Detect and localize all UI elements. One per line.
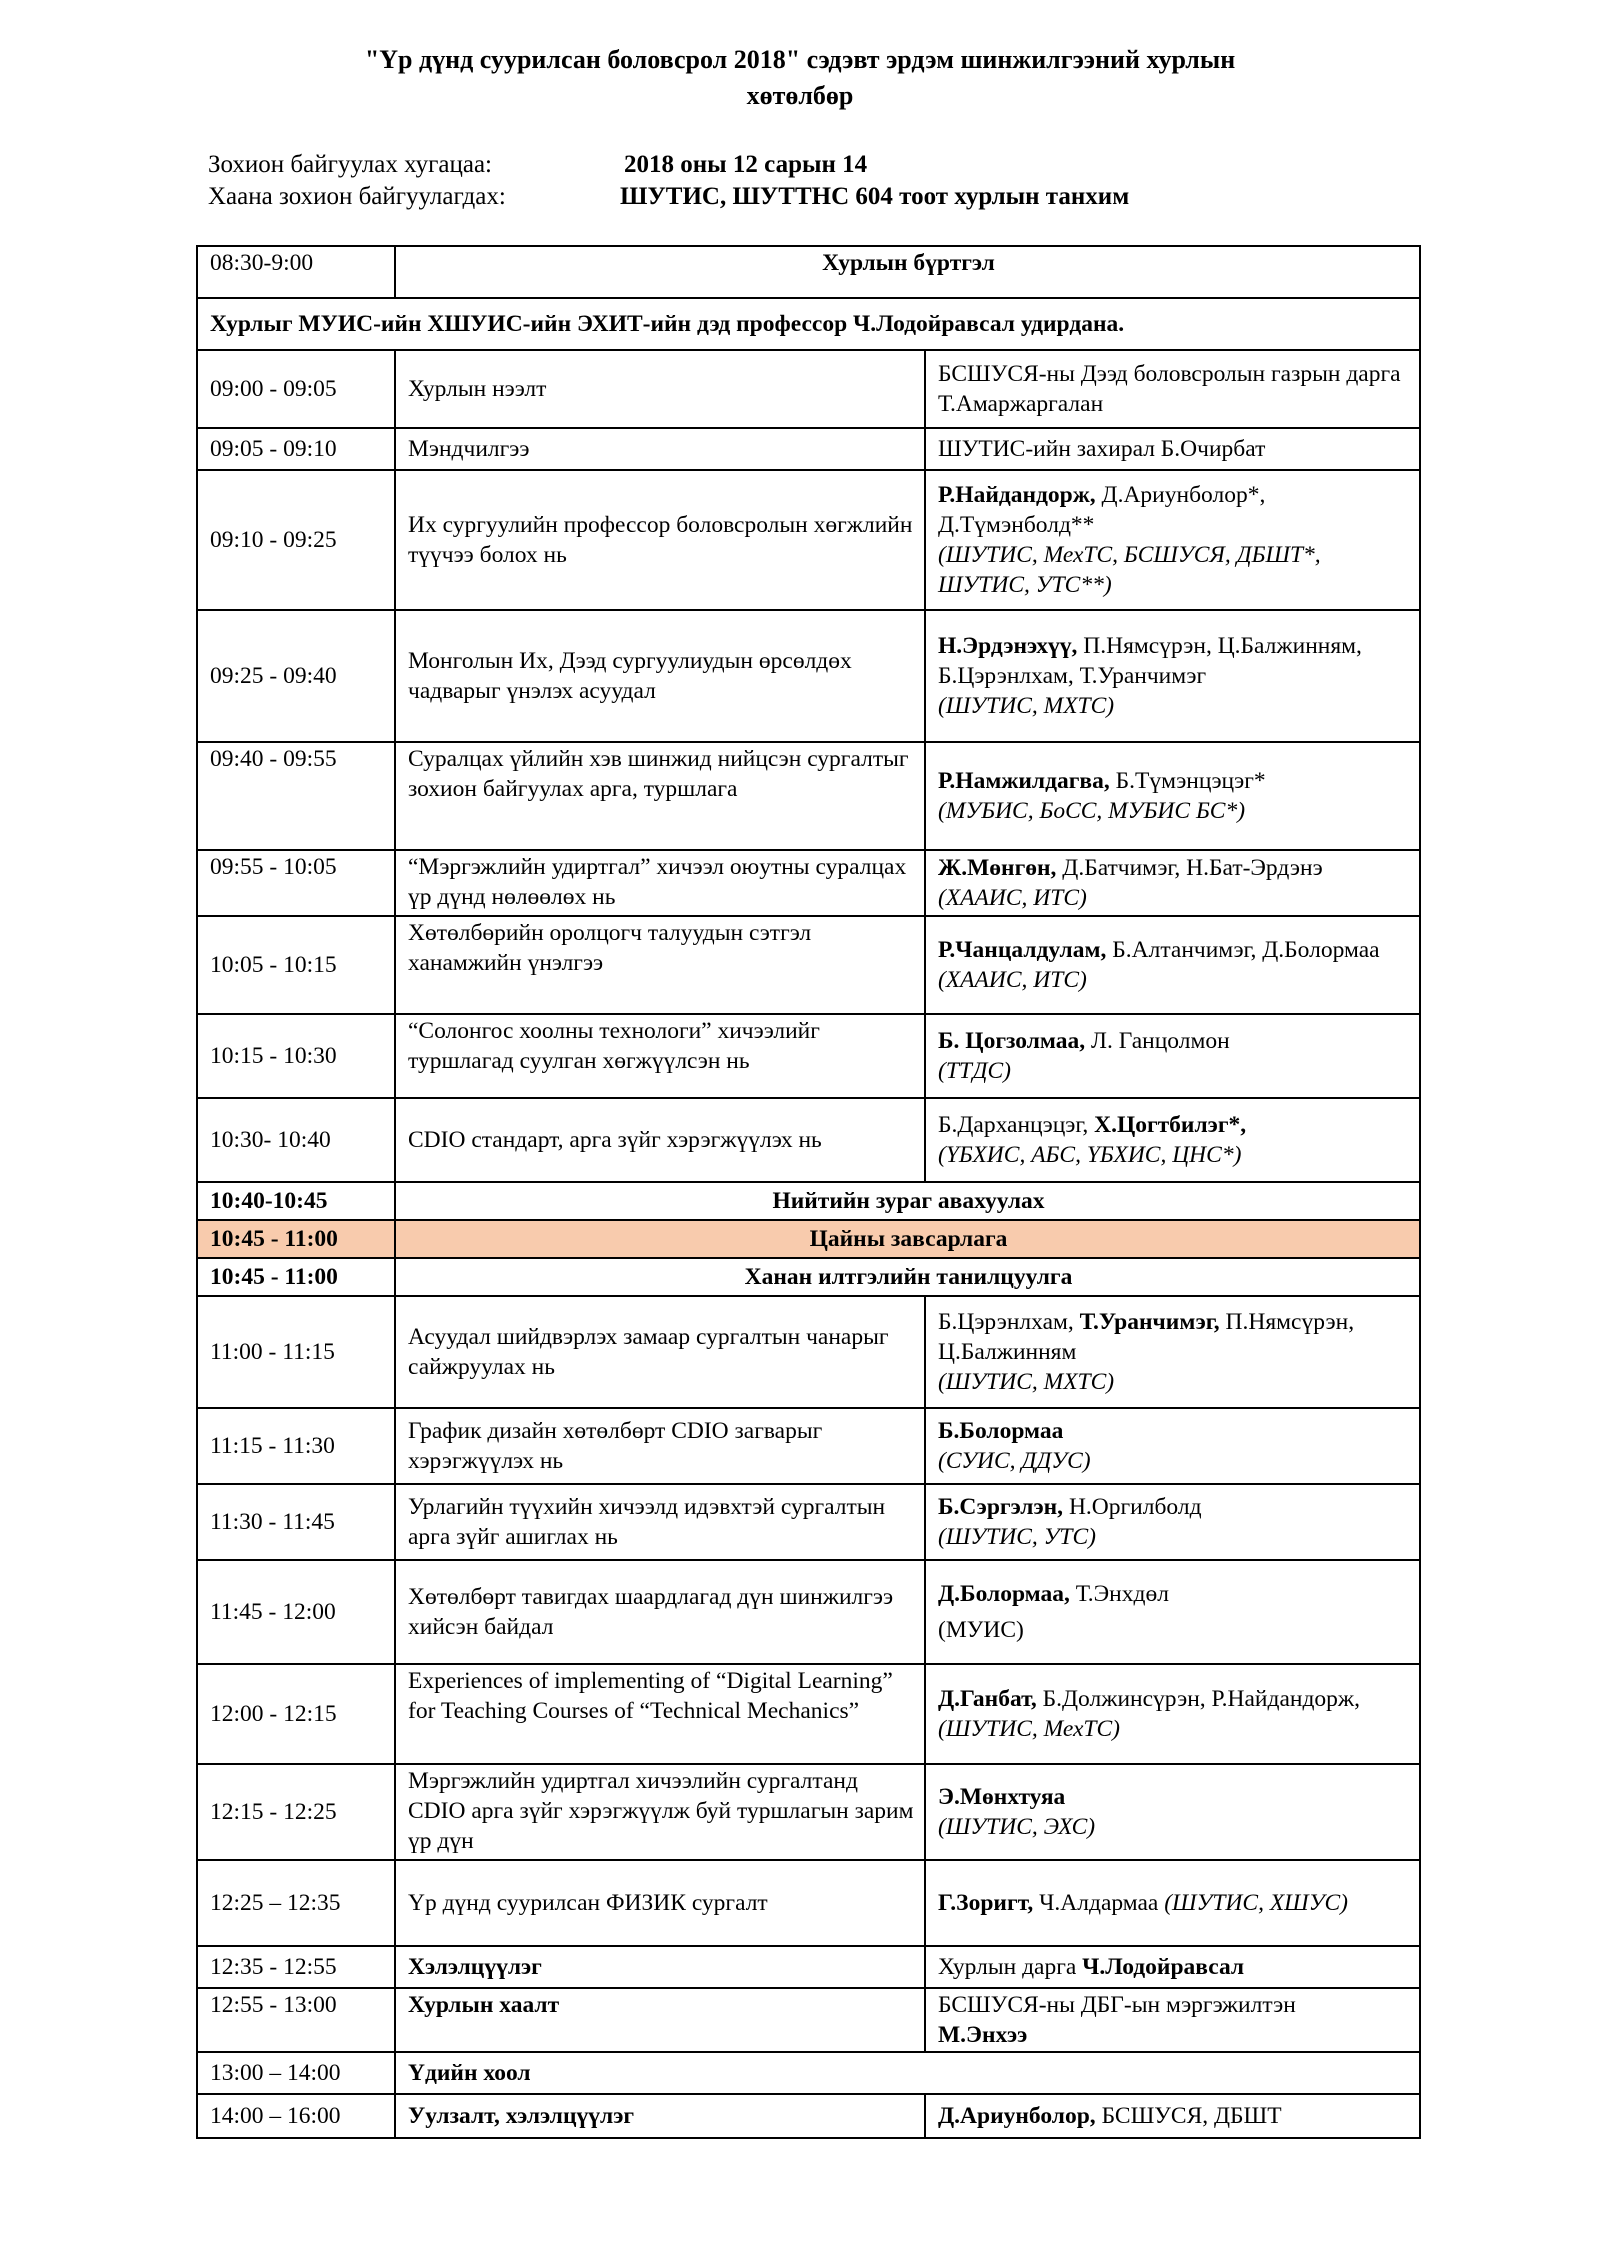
time-cell: 12:35 - 12:55 [197, 1946, 395, 1988]
affiliation: (СУИС, ДДУС) [938, 1448, 1091, 1474]
time-cell: 14:00 – 16:00 [197, 2094, 395, 2138]
time-cell: 11:15 - 11:30 [197, 1408, 395, 1484]
time-cell: 10:30- 10:40 [197, 1098, 395, 1182]
topic-cell: Хурлын хаалт [395, 1988, 925, 2052]
topic-cell: Хурлын нээлт [395, 350, 925, 428]
affiliation: (ХААИС, ИТС) [938, 885, 1087, 911]
co-authors: Д.Батчимэг, Н.Бат-Эрдэнэ [1056, 855, 1323, 881]
table-row [197, 298, 1420, 350]
table-row [197, 428, 1420, 470]
co-authors: БСШУСЯ-ны ДБГ-ын мэргэжилтэн [938, 1992, 1296, 2018]
time-cell: 12:00 - 12:15 [197, 1664, 395, 1764]
table-row [197, 1258, 1420, 1296]
time-cell: 11:30 - 11:45 [197, 1484, 395, 1560]
topic-cell: Мэргэжлийн удиртгал хичээлийн сургалтанд CDIO арга зүйг хэрэгжүүлж буй туршлагын зарим үр дүн [395, 1764, 925, 1860]
authors-cell [925, 1014, 1420, 1098]
topic-cell: Монголын Их, Дээд сургуулиудын өрсөлдөх чадварыг үнэлэх асуудал [395, 610, 925, 742]
lead-author: Д.Ганбат, [938, 1686, 1037, 1712]
time-cell: 09:05 - 09:10 [197, 428, 395, 470]
affiliation: (ШУТИС, УТС) [938, 1524, 1096, 1550]
affiliation: (ШУТИС, ЭХС) [938, 1814, 1096, 1840]
table-row [197, 1560, 1420, 1664]
topic-cell: Хөтөлбөрт тавигдах шаардлагад дүн шинжилгээ хийсэн байдал [395, 1560, 925, 1664]
authors-cell [925, 916, 1420, 1014]
lead-author: Б.Сэргэлэн, [938, 1494, 1064, 1520]
registration-label: Хурлын бүртгэл [395, 246, 1420, 298]
table-row [197, 2052, 1420, 2094]
co-authors: Б.Дарханцэцэг, [938, 1112, 1095, 1138]
table-row [197, 742, 1420, 850]
table-row [197, 1296, 1420, 1408]
authors-cell [925, 1098, 1420, 1182]
lead-author: Д.Ариунболор, [938, 2103, 1096, 2129]
time-cell: 12:15 - 12:25 [197, 1764, 395, 1860]
table-row [197, 350, 1420, 428]
co-authors: БСШУСЯ, ДБШТ [1095, 2103, 1282, 2129]
time-cell: 09:40 - 09:55 [197, 742, 395, 850]
time-cell: 13:00 – 14:00 [197, 2052, 395, 2094]
time-cell: 10:45 - 11:00 [197, 1258, 395, 1296]
topic-cell: Асуудал шийдвэрлэх замаар сургалтын чанарыг сайжруулах нь [395, 1296, 925, 1408]
authors-cell [925, 1560, 1420, 1664]
authors-cell [925, 1860, 1420, 1946]
co-authors: Б.Түмэнцэцэг* [1109, 768, 1266, 794]
time-cell: 10:05 - 10:15 [197, 916, 395, 1014]
time-cell: 10:40-10:45 [197, 1182, 395, 1220]
table-row [197, 1484, 1420, 1560]
time-cell: 09:10 - 09:25 [197, 470, 395, 610]
date-value: 2018 оны 12 сарын 14 [624, 151, 868, 178]
table-row [197, 246, 1420, 298]
authors-cell [925, 850, 1420, 916]
authors-cell [925, 350, 1420, 428]
time-cell: 09:00 - 09:05 [197, 350, 395, 428]
authors-cell [925, 1484, 1420, 1560]
topic-cell: Уулзалт, хэлэлцүүлэг [395, 2094, 925, 2138]
table-row [197, 610, 1420, 742]
lead-author: Р.Найдандорж, [938, 482, 1096, 508]
lead-author: Д.Болормаа, [938, 1581, 1070, 1607]
table-row [197, 1860, 1420, 1946]
time-cell: 12:25 – 12:35 [197, 1860, 395, 1946]
topic-cell: “Мэргэжлийн удиртгал” хичээл оюутны суралцах үр дүнд нөлөөлөх нь [395, 850, 925, 916]
affiliation: (ШУТИС, МехТС, БСШУСЯ, ДБШТ*, ШУТИС, УТС**) [938, 542, 1321, 598]
authors-cell [925, 2094, 1420, 2138]
topic-cell: Их сургуулийн профессор боловсролын хөгжлийн түүчээ болох нь [395, 470, 925, 610]
place-label: Хаана зохион байгуулагдах: [208, 183, 506, 210]
authors-cell [925, 1408, 1420, 1484]
time-cell: 09:55 - 10:05 [197, 850, 395, 916]
lead-author: Г.Зоригт, [938, 1890, 1034, 1916]
authors-cell [925, 1946, 1420, 1988]
authors-cell [925, 1296, 1420, 1408]
affiliation: (ШУТИС, МехТС) [938, 1716, 1120, 1742]
co-authors: Д.Ариунболор*, Д.Түмэнболд** [938, 482, 1266, 538]
table-row [197, 1408, 1420, 1484]
lead-author: Б.Болормаа [938, 1418, 1064, 1444]
lead-author: Ж.Мөнгөн, [938, 855, 1057, 881]
table-row [197, 916, 1420, 1014]
authors-cell [925, 428, 1420, 470]
co-authors: Б.Алтанчимэг, Д.Болормаа [1106, 937, 1380, 963]
session-label: Ханан илтгэлийн танилцуулга [395, 1258, 1420, 1296]
topic-cell: Хэлэлцүүлэг [395, 1946, 925, 1988]
authors-cell [925, 1664, 1420, 1764]
time-cell: 11:45 - 12:00 [197, 1560, 395, 1664]
topic-cell: Experiences of implementing of “Digital Learning” for Teaching Courses of “Technical Mechanics” [395, 1664, 925, 1764]
lead-author: М.Энхээ [938, 2022, 1028, 2048]
title-line-2: хөтөлбөр [746, 81, 854, 110]
affiliation: (ҮБХИС, АБС, ҮБХИС, ЦНС*) [938, 1142, 1242, 1168]
affiliation: (ХААИС, ИТС) [938, 967, 1087, 993]
lead-author: Н.Эрдэнэхүү, [938, 633, 1078, 659]
document-title [196, 42, 1404, 114]
topic-cell: График дизайн хөтөлбөрт CDIO загварыг хэрэгжүүлэх нь [395, 1408, 925, 1484]
topic-cell: Урлагийн түүхийн хичээлд идэвхтэй сургалтын арга зүйг ашиглах нь [395, 1484, 925, 1560]
co-authors: Б.Должинсүрэн, Р.Найдандорж, [1036, 1686, 1361, 1712]
authors-cell [925, 742, 1420, 850]
time-cell: 11:00 - 11:15 [197, 1296, 395, 1408]
topic-cell: CDIO стандарт, арга зүйг хэрэгжүүлэх нь [395, 1098, 925, 1182]
table-row [197, 1220, 1420, 1258]
lead-author: Э.Мөнхтуяа [938, 1784, 1066, 1810]
topic-cell: Үр дүнд суурилсан ФИЗИК сургалт [395, 1860, 925, 1946]
affiliation: (ШУТИС, ХШУС) [1164, 1890, 1349, 1916]
table-row [197, 470, 1420, 610]
table-row [197, 2094, 1420, 2138]
time-cell: 08:30-9:00 [197, 246, 395, 298]
session-label: Цайны завсарлага [395, 1220, 1420, 1258]
lead-author: Р.Намжилдагва, [938, 768, 1110, 794]
table-row [197, 850, 1420, 916]
table-row [197, 1664, 1420, 1764]
topic-cell: Хөтөлбөрийн оролцогч талуудын сэтгэл ханамжийн үнэлгээ [395, 916, 925, 1014]
table-row [197, 1098, 1420, 1182]
co-authors: П.Нямсүрэн, Ц.Балжинням [938, 1309, 1355, 1365]
topic-cell: “Солонгос хоолны технологи” хичээлийг туршлагад суулган хөгжүүлсэн нь [395, 1014, 925, 1098]
affiliation: (МУБИС, БоСС, МУБИС БС*) [938, 798, 1246, 824]
co-authors: Л. Ганцолмон [1085, 1028, 1230, 1054]
topic-cell: Үдийн хоол [395, 2052, 1420, 2094]
authors-cell [925, 470, 1420, 610]
lead-author: Т.Уранчимэг, [1079, 1309, 1220, 1335]
time-cell: 10:15 - 10:30 [197, 1014, 395, 1098]
affiliation: (ШУТИС, МХТС) [938, 693, 1115, 719]
title-line-1: "Үр дүнд суурилсан боловсрол 2018" сэдэвт эрдэм шинжилгээний хурлын [364, 45, 1236, 74]
table-row [197, 1014, 1420, 1098]
affiliation: (ШУТИС, МХТС) [938, 1369, 1115, 1395]
topic-cell: Мэндчилгээ [395, 428, 925, 470]
time-cell: 10:45 - 11:00 [197, 1220, 395, 1258]
table-row [197, 1764, 1420, 1860]
time-cell: 09:25 - 09:40 [197, 610, 395, 742]
table-row [197, 1988, 1420, 2052]
affiliation: (ТТДС) [938, 1058, 1012, 1084]
authors-cell [925, 1988, 1420, 2052]
co-authors: Т.Энхдөл [1069, 1581, 1169, 1607]
place-value: ШУТИС, ШУТТНС 604 тоот хурлын танхим [620, 183, 1130, 210]
co-authors: Н.Оргилболд [1063, 1494, 1202, 1520]
date-label: Зохион байгуулах хугацаа: [208, 151, 492, 178]
schedule-table [196, 245, 1421, 2139]
authors-cell [925, 610, 1420, 742]
session-label: Нийтийн зураг авахуулах [395, 1182, 1420, 1220]
topic-cell: Суралцах үйлийн хэв шинжид нийцсэн сургалтыг зохион байгуулах арга, туршлага [395, 742, 925, 850]
table-row [197, 1946, 1420, 1988]
table-row [197, 1182, 1420, 1220]
lead-author: Х.Цогтбилэг*, [1094, 1112, 1247, 1138]
lead-author: Б. Цогзолмаа, [938, 1028, 1086, 1054]
moderator-note: Хурлыг МУИС-ийн ХШУИС-ийн ЭХИТ-ийн дэд профессор Ч.Лодойравсал удирдана. [197, 298, 1420, 350]
author-text: БСШУСЯ-ны Дээд боловсролын газрын дарга Т.Амаржаргалан [938, 361, 1401, 417]
co-authors: П.Нямсүрэн, Ц.Балжинням, Б.Цэрэнлхам, Т.Уранчимэг [938, 633, 1362, 689]
lead-author: Ч.Лодойравсал [1082, 1954, 1245, 1980]
affiliation: (МУИС) [938, 1617, 1024, 1643]
co-authors: Б.Цэрэнлхам, [938, 1309, 1080, 1335]
co-authors: Хурлын дарга [938, 1954, 1083, 1980]
authors-cell [925, 1764, 1420, 1860]
author-text: ШУТИС-ийн захирал Б.Очирбат [938, 436, 1266, 462]
time-cell: 12:55 - 13:00 [197, 1988, 395, 2052]
co-authors: Ч.Алдармаа [1033, 1890, 1165, 1916]
lead-author: Р.Чанцалдулам, [938, 937, 1107, 963]
